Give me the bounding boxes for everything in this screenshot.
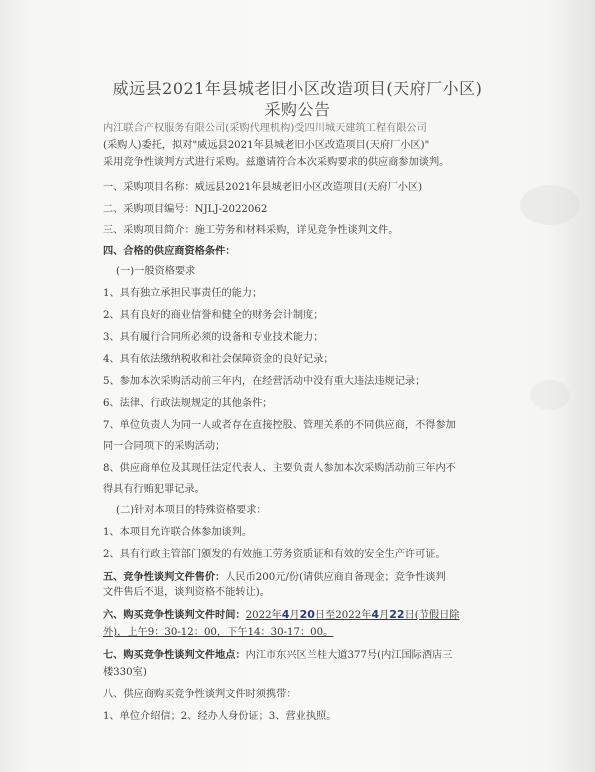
intro-line-2: (采购人)委托，拟对"威远县2021年县城老旧小区改造项目(天府厂小区)" xyxy=(103,140,430,151)
handwritten-month-start: 4 xyxy=(281,608,290,621)
requirement-item: 1、具有独立承担民事责任的能力； xyxy=(103,288,263,299)
price-label: 五、竞争性谈判文件售价： xyxy=(103,571,226,583)
doc-title: 威远县2021年县城老旧小区改造项目(天府厂小区) xyxy=(112,79,483,98)
requirement-item-cont: 得具有行贿犯罪记录。 xyxy=(103,484,205,495)
section-project-summary: 三、采购项目简介：施工劳务和材料采购，详见竞争性谈判文件。 xyxy=(103,225,399,236)
general-requirements-heading: (一)一般资格要求 xyxy=(116,266,196,277)
scan-smudge xyxy=(530,380,570,410)
purchase-time-value xyxy=(246,610,460,621)
year-start: 2022年 xyxy=(245,610,282,621)
special-requirement-item: 2、具有行政主管部门颁发的有效施工劳务资质证和有效的安全生产许可证。 xyxy=(103,549,446,560)
purchase-time-label: 六、购买竞争性谈判文件时间： xyxy=(103,609,246,621)
requirement-item: 3、具有履行合同所必须的设备和专业技术能力； xyxy=(103,332,324,343)
requirement-item-cont: 同一合同项下的采购活动； xyxy=(103,441,226,452)
requirement-item: 6、法律、行政法规规定的其他条件； xyxy=(103,398,273,409)
section-qualifications: 四、合格的供应商资格条件： xyxy=(103,245,236,257)
intro-line-3: 采用竞争性谈判方式进行采购。兹邀请符合本次采购要求的供应商参加谈判。 xyxy=(103,157,450,168)
handwritten-month-end: 4 xyxy=(371,608,380,621)
price-continuation: 文件售后不退，谈判资格不能转让)。 xyxy=(103,587,270,598)
handwritten-day-start: 20 xyxy=(299,608,315,621)
month-suffix: 月 xyxy=(379,610,390,621)
purchase-time-continuation: 外)，上午9：30-12：00，下午14：30-17：00。 xyxy=(103,627,334,638)
purchase-location-label: 七、购买竞争性谈判文件地点： xyxy=(103,649,246,661)
section-purchase-time xyxy=(103,608,503,623)
required-docs-list: 1、单位介绍信；2、经办人身份证；3、营业执照。 xyxy=(103,711,337,722)
price-value: 人民币200元/份(请供应商自备现金；竞争性谈判 xyxy=(225,572,446,583)
requirement-item: 8、供应商单位及其现任法定代表人、主要负责人参加本次采购活动前三年内不 xyxy=(103,463,456,474)
date-range-end: 日(节假日除 xyxy=(404,610,460,621)
section-required-docs: 八、供应商购买竞争性谈判文件时须携带： xyxy=(103,689,297,700)
section-price xyxy=(103,570,503,585)
section-purchase-location xyxy=(103,648,503,663)
requirement-item: 4、具有依法缴纳税收和社会保障资金的良好记录； xyxy=(103,354,334,365)
special-requirements-heading: (二)针对本项目的特殊资格要求： xyxy=(116,505,267,516)
requirement-item: 7、单位负责人为同一人或者存在直接控股、管理关系的不同供应商，不得参加 xyxy=(103,420,456,431)
purchase-location-value: 内江市东兴区兰桂大道377号(内江国际酒店三 xyxy=(245,650,453,661)
section-project-name: 一、采购项目名称：威远县2021年县城老旧小区改造项目(天府厂小区) xyxy=(103,182,423,193)
scan-smudge xyxy=(520,185,580,225)
purchase-location-continuation: 楼330室) xyxy=(103,667,147,678)
requirement-item: 2、具有良好的商业信誉和健全的财务会计制度； xyxy=(103,310,324,321)
intro-line-1: 内江联合产权服务有限公司(采购代理机构)受四川城天建筑工程有限公司 xyxy=(103,123,427,134)
month-suffix: 月 xyxy=(289,610,300,621)
date-range-mid: 日至2022年 xyxy=(314,610,372,621)
handwritten-day-end: 22 xyxy=(389,608,405,621)
requirement-item: 5、参加本次采购活动前三年内，在经营活动中没有重大违法违规记录； xyxy=(103,376,426,387)
doc-subtitle: 采购公告 xyxy=(264,100,331,119)
special-requirement-item: 1、本项目允许联合体参加谈判。 xyxy=(103,527,253,538)
section-project-number: 二、采购项目编号：NJLJ-2022062 xyxy=(103,204,268,215)
